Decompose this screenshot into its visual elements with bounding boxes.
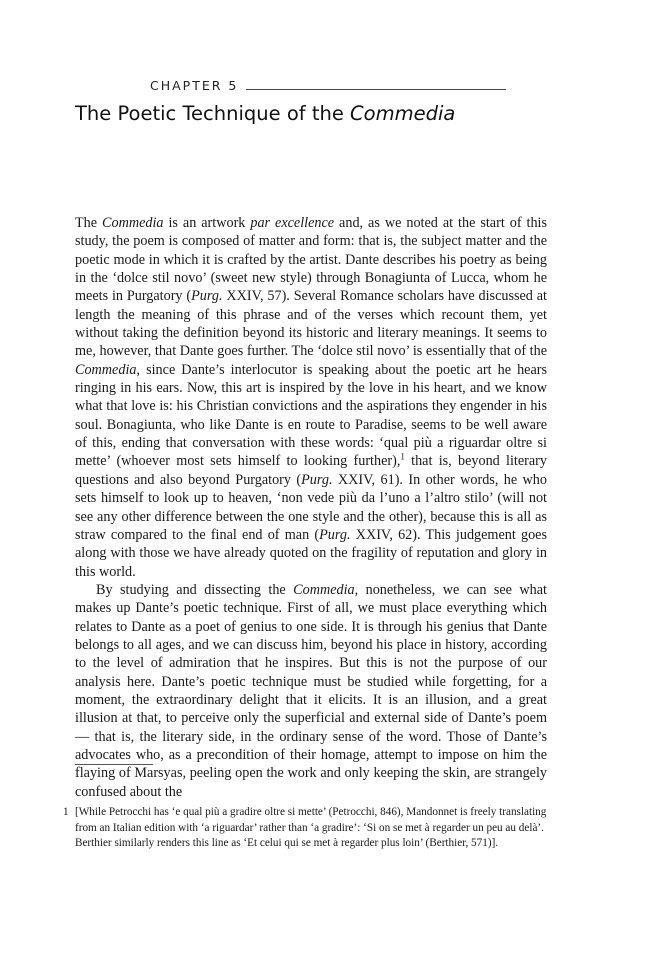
chapter-label: CHAPTER 5 xyxy=(150,78,239,93)
paragraph-italic: Commedia xyxy=(102,215,164,231)
paragraph-text: XXIV, 57). Several Romance scholars have discussed at length the meaning of this phrase and of the verses which recount them, yet without taking the definition beyond its historic and literary meanings. It seems to me, however, that Dante goes further. The ‘dolce stil novo’ is essentially that of the xyxy=(75,288,547,360)
footnote-number: 1 xyxy=(63,806,69,818)
footnote xyxy=(63,805,547,852)
footnote-text xyxy=(75,806,546,849)
chapter-title-prefix: The Poetic Technique of the xyxy=(75,102,351,125)
paragraph-text: The xyxy=(75,215,103,231)
body-text xyxy=(75,214,547,801)
paragraph-text: that is, beyond literary questions and also beyond Purgatory ( xyxy=(75,453,547,488)
footnote-text: [While Petrocchi has ‘e qual più a gradire oltre si mette’ (Petrocchi, 846), Mandonnet is freely translating from an Italian edition with ‘a riguardar’ rather than ‘a gradire’: ‘Si on se met à regarder un peu au delà’. Berthier similarly renders this line as ‘Et celui qui se met à regarder plus loin’ (Berthier, 571)]. xyxy=(75,806,547,850)
chapter-rule xyxy=(246,89,506,90)
paragraph-italic: par excellence xyxy=(250,215,335,231)
paragraph-text: is an artwork xyxy=(163,215,251,231)
footnote-rule xyxy=(75,764,153,765)
paragraph-italic: Purg. xyxy=(301,471,333,488)
paragraph-italic: Commedia xyxy=(293,581,355,598)
paragraph-italic: Purg. xyxy=(319,526,351,543)
paragraph-text: By studying and dissecting the xyxy=(96,581,294,598)
footnote-reference[interactable]: 1 xyxy=(400,451,405,462)
paragraph xyxy=(75,214,547,581)
paragraph-italic: Purg. xyxy=(191,288,223,305)
paragraph-text: XXIV, 62). This judgement goes along with those we have already quoted on the fragility of reputation and glory in this world. xyxy=(75,526,548,580)
paragraph-text: , nonetheless, we can see what makes up Dante’s poetic technique. First of all, we must place everything which relates to Dante as a poet of genius to one side. It is through his genius that Dante belongs to all ages, and we can discuss him, beyond his place in history, according to the level of admiration that he inspires. But this is not the purpose of our analysis here. Dante’s poetic technique must be studied while forgetting, for a moment, the extraordinary delight that it elicits. It is an illusion, and a great illusion at that, to perceive only the superficial and external side of Dante’s poem — that is, the literary side, in the ordinary sense of the word. Those of Dante’s advocates who, as a precondition of their homage, attempt to impose on him the flaying of Marsyas, peeling open the work and only keeping the skin, are strangely confused about the xyxy=(75,581,547,800)
paragraph xyxy=(75,581,547,801)
chapter-heading xyxy=(150,78,506,98)
paragraph-text: and, as we noted at the start of this study, the poem is composed of matter and form: that is, the subject matter and the poetic mode in which it is crafted by the artist. Dante describes his poetry as being in the ‘dolce stil novo’ (sweet new style) through Bonagiunta of Lucca, whom he meets in Purgatory ( xyxy=(75,215,548,305)
chapter-title xyxy=(75,102,455,125)
paragraph-text: , since Dante’s interlocutor is speaking about the poetic art he hears ringing in his ears. Now, this art is inspired by the love in his heart, and we know what that love is: his Christian convictions and the aspirations they engender in his soul. Bonagiunta, who like Dante is en route to Paradise, seems to be well aware of this, ending that conversation with these words: ‘qual più a riguardar oltre si mette’ (whoever most sets himself to looking further), xyxy=(75,361,547,470)
paragraph-text: XXIV, 61). In other words, he who sets himself to look up to heaven, ‘non vede più da l’uno a l’altro stilo’ (will not see any other difference between the one style and the other), because this is all as straw compared to the final end of man ( xyxy=(75,471,547,543)
chapter-title-italic: Commedia xyxy=(350,102,456,125)
paragraph-italic: Commedia xyxy=(75,361,137,378)
